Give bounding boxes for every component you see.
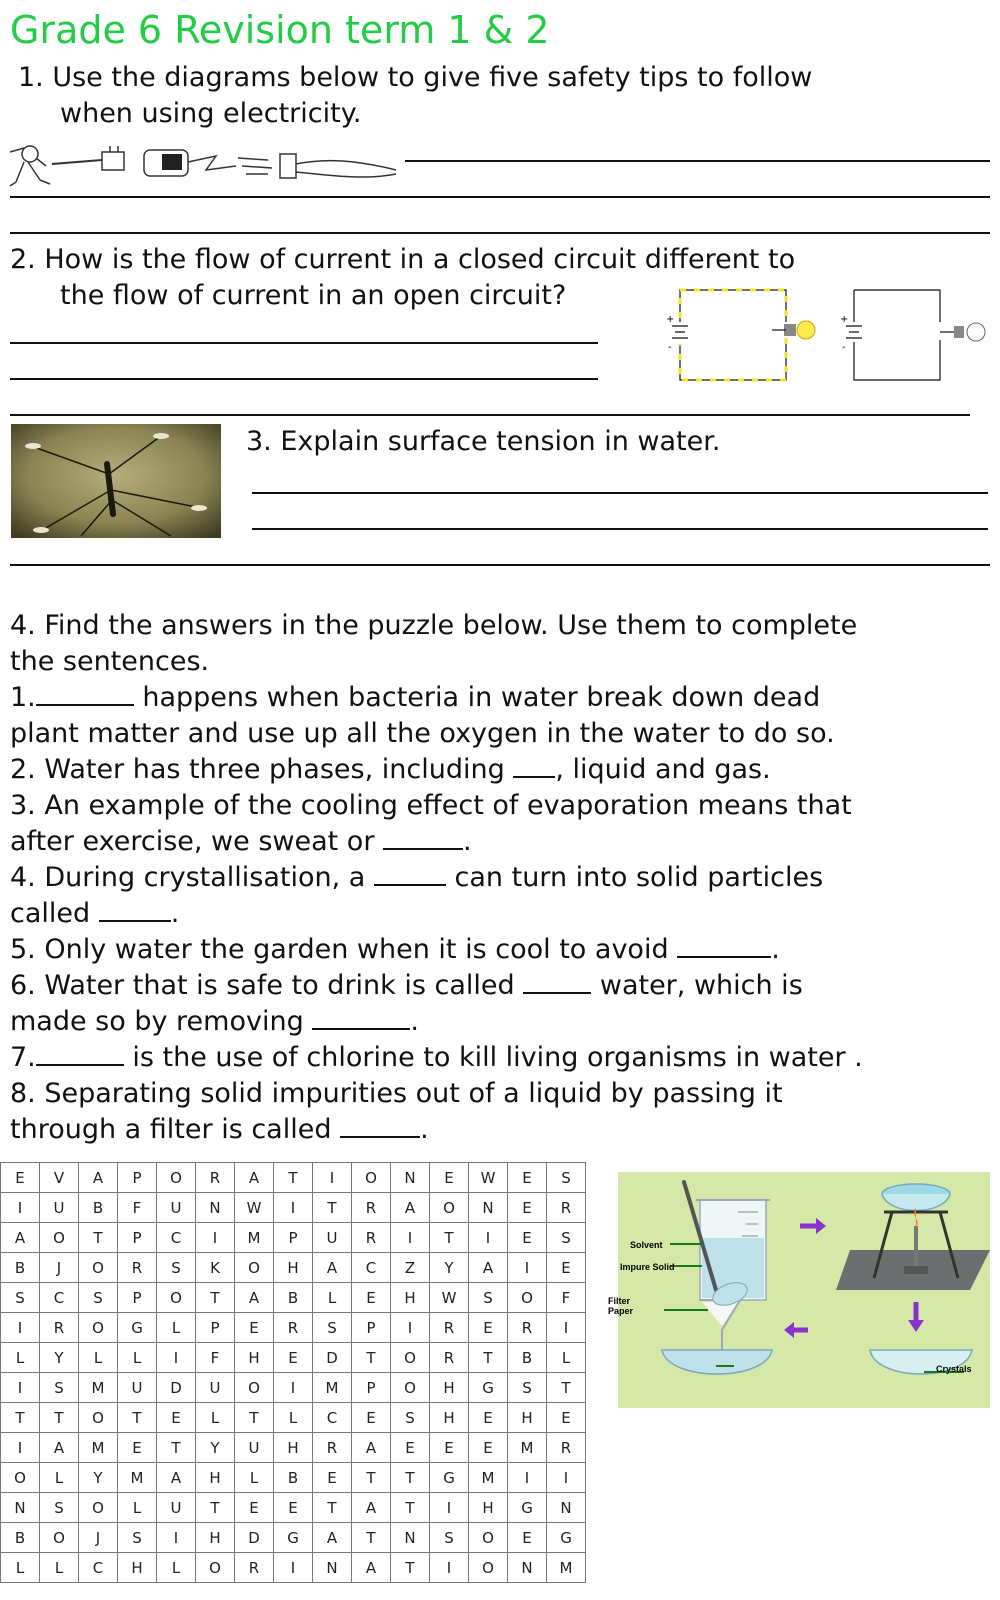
puzzle-row	[1, 1493, 586, 1523]
puzzle-cell[interactable]: O	[79, 1493, 118, 1523]
puzzle-cell[interactable]: G	[469, 1373, 508, 1403]
puzzle-cell[interactable]: T	[391, 1493, 430, 1523]
electricity-safety-illustration	[6, 140, 406, 192]
puzzle-cell[interactable]: S	[313, 1313, 352, 1343]
puzzle-cell[interactable]: K	[196, 1253, 235, 1283]
puzzle-cell[interactable]: H	[391, 1283, 430, 1313]
puzzle-cell[interactable]: R	[313, 1433, 352, 1463]
puzzle-row	[1, 1523, 586, 1553]
puzzle-cell[interactable]: L	[40, 1553, 79, 1583]
puzzle-cell[interactable]: L	[274, 1403, 313, 1433]
puzzle-cell[interactable]: N	[196, 1193, 235, 1223]
puzzle-row	[1, 1433, 586, 1463]
battery-plus-label: +	[840, 314, 849, 325]
puzzle-cell[interactable]: E	[352, 1403, 391, 1433]
puzzle-cell[interactable]: U	[313, 1223, 352, 1253]
blank-3[interactable]	[383, 826, 463, 850]
puzzle-cell[interactable]: S	[157, 1253, 196, 1283]
puzzle-cell[interactable]: T	[547, 1373, 586, 1403]
puzzle-cell[interactable]: L	[196, 1403, 235, 1433]
puzzle-cell[interactable]: I	[547, 1313, 586, 1343]
puzzle-cell[interactable]: Z	[391, 1253, 430, 1283]
puzzle-cell[interactable]: O	[391, 1373, 430, 1403]
puzzle-cell[interactable]: G	[508, 1493, 547, 1523]
puzzle-cell[interactable]: E	[235, 1313, 274, 1343]
crystallisation-diagram	[608, 1172, 990, 1408]
puzzle-cell[interactable]: E	[547, 1403, 586, 1433]
impure-solid-label: Impure Solid	[620, 1262, 675, 1272]
puzzle-cell[interactable]: R	[547, 1193, 586, 1223]
puzzle-cell[interactable]: E	[352, 1283, 391, 1313]
puzzle-cell[interactable]: G	[547, 1523, 586, 1553]
puzzle-cell[interactable]: S	[430, 1523, 469, 1553]
puzzle-cell[interactable]: C	[352, 1253, 391, 1283]
answer-line[interactable]	[252, 492, 988, 494]
puzzle-row	[1, 1253, 586, 1283]
puzzle-cell[interactable]: L	[40, 1463, 79, 1493]
puzzle-cell[interactable]: T	[196, 1283, 235, 1313]
puzzle-cell[interactable]: E	[313, 1463, 352, 1493]
puzzle-cell[interactable]: L	[118, 1493, 157, 1523]
puzzle-cell[interactable]: S	[40, 1373, 79, 1403]
puzzle-cell[interactable]: H	[469, 1493, 508, 1523]
puzzle-cell[interactable]: O	[430, 1193, 469, 1223]
battery-minus-label: -	[668, 342, 672, 353]
puzzle-cell[interactable]: T	[352, 1463, 391, 1493]
sentence-4: 4. During crystallisation, a can turn into solid particles	[10, 862, 824, 893]
puzzle-cell[interactable]: J	[40, 1253, 79, 1283]
puzzle-cell[interactable]: O	[235, 1253, 274, 1283]
puzzle-cell[interactable]: T	[352, 1523, 391, 1553]
puzzle-cell[interactable]: O	[391, 1343, 430, 1373]
puzzle-cell[interactable]: I	[1, 1373, 40, 1403]
puzzle-cell[interactable]: R	[118, 1253, 157, 1283]
puzzle-cell[interactable]: S	[508, 1373, 547, 1403]
puzzle-cell[interactable]: R	[547, 1433, 586, 1463]
sentence-5: 5. Only water the garden when it is cool to avoid .	[10, 934, 780, 965]
puzzle-cell[interactable]: H	[235, 1343, 274, 1373]
puzzle-cell[interactable]: V	[40, 1163, 79, 1193]
puzzle-cell[interactable]: I	[157, 1523, 196, 1553]
puzzle-cell[interactable]: P	[196, 1313, 235, 1343]
puzzle-cell[interactable]: G	[274, 1523, 313, 1553]
puzzle-cell[interactable]: E	[235, 1493, 274, 1523]
puzzle-cell[interactable]: E	[508, 1193, 547, 1223]
puzzle-cell[interactable]: I	[313, 1163, 352, 1193]
puzzle-cell[interactable]: R	[352, 1193, 391, 1223]
puzzle-cell[interactable]: E	[547, 1253, 586, 1283]
puzzle-cell[interactable]: U	[157, 1193, 196, 1223]
puzzle-cell[interactable]: S	[391, 1403, 430, 1433]
puzzle-cell[interactable]: O	[157, 1283, 196, 1313]
puzzle-cell[interactable]: O	[79, 1403, 118, 1433]
puzzle-cell[interactable]: O	[40, 1223, 79, 1253]
puzzle-cell[interactable]: O	[508, 1283, 547, 1313]
puzzle-cell[interactable]: I	[430, 1493, 469, 1523]
puzzle-cell[interactable]: R	[274, 1313, 313, 1343]
puzzle-cell[interactable]: T	[352, 1343, 391, 1373]
puzzle-cell[interactable]: S	[547, 1163, 586, 1193]
puzzle-cell[interactable]: L	[79, 1343, 118, 1373]
puzzle-cell[interactable]: E	[1, 1163, 40, 1193]
puzzle-cell[interactable]: O	[196, 1553, 235, 1583]
puzzle-cell[interactable]: N	[508, 1553, 547, 1583]
answer-line[interactable]	[10, 342, 598, 344]
answer-line[interactable]	[405, 160, 990, 162]
question-2-line2: the flow of current in an open circuit?	[60, 280, 567, 311]
puzzle-cell[interactable]: A	[391, 1193, 430, 1223]
puzzle-cell[interactable]: M	[313, 1373, 352, 1403]
puzzle-cell[interactable]: F	[547, 1283, 586, 1313]
puzzle-cell[interactable]: F	[196, 1343, 235, 1373]
puzzle-row	[1, 1463, 586, 1493]
puzzle-cell[interactable]: N	[391, 1163, 430, 1193]
puzzle-cell[interactable]: O	[235, 1373, 274, 1403]
answer-line[interactable]	[252, 528, 988, 530]
puzzle-cell[interactable]: U	[118, 1373, 157, 1403]
filter-paper-label-1: Filter	[608, 1296, 631, 1306]
question-3-text: 3. Explain surface tension in water.	[246, 426, 721, 457]
water-strider-photo	[11, 424, 221, 538]
puzzle-cell[interactable]: S	[1, 1283, 40, 1313]
puzzle-cell[interactable]: I	[391, 1223, 430, 1253]
puzzle-cell[interactable]: I	[508, 1463, 547, 1493]
blank-8[interactable]	[340, 1114, 420, 1138]
puzzle-cell[interactable]: U	[157, 1493, 196, 1523]
puzzle-cell[interactable]: P	[118, 1283, 157, 1313]
question-2-line1: 2. How is the flow of current in a closed circuit different to	[10, 244, 796, 275]
puzzle-cell[interactable]: B	[79, 1193, 118, 1223]
puzzle-cell[interactable]: A	[352, 1433, 391, 1463]
puzzle-row	[1, 1223, 586, 1253]
puzzle-cell[interactable]: S	[469, 1283, 508, 1313]
puzzle-cell[interactable]: L	[157, 1553, 196, 1583]
puzzle-cell[interactable]: J	[79, 1523, 118, 1553]
puzzle-cell[interactable]: H	[430, 1403, 469, 1433]
puzzle-cell[interactable]: T	[40, 1403, 79, 1433]
puzzle-cell[interactable]: R	[40, 1313, 79, 1343]
puzzle-cell[interactable]: L	[547, 1343, 586, 1373]
puzzle-cell[interactable]: E	[508, 1523, 547, 1553]
puzzle-cell[interactable]: D	[313, 1343, 352, 1373]
puzzle-cell[interactable]: E	[469, 1313, 508, 1343]
open-circuit-diagram	[830, 282, 990, 388]
answer-line[interactable]	[10, 414, 970, 416]
puzzle-cell[interactable]: T	[391, 1553, 430, 1583]
sentence-3-cont: after exercise, we sweat or .	[10, 826, 472, 857]
answer-line[interactable]	[10, 564, 990, 566]
battery-minus-label: -	[842, 342, 846, 353]
puzzle-cell[interactable]: E	[274, 1343, 313, 1373]
crystals-label: Crystals	[936, 1364, 972, 1374]
puzzle-cell[interactable]: B	[1, 1523, 40, 1553]
puzzle-cell[interactable]: T	[391, 1463, 430, 1493]
puzzle-cell[interactable]: N	[1, 1493, 40, 1523]
puzzle-cell[interactable]: I	[1, 1193, 40, 1223]
puzzle-cell[interactable]: O	[157, 1163, 196, 1193]
puzzle-cell[interactable]: A	[352, 1493, 391, 1523]
blank-5[interactable]	[677, 934, 771, 958]
puzzle-cell[interactable]: I	[508, 1253, 547, 1283]
puzzle-cell[interactable]: T	[1, 1403, 40, 1433]
puzzle-cell[interactable]: E	[391, 1433, 430, 1463]
puzzle-cell[interactable]: Y	[40, 1343, 79, 1373]
question-1-line2: when using electricity.	[60, 98, 362, 129]
blank-2[interactable]	[513, 754, 555, 778]
sentence-6: 6. Water that is safe to drink is called water, which is	[10, 970, 803, 1001]
puzzle-cell[interactable]: I	[430, 1553, 469, 1583]
puzzle-cell[interactable]: M	[118, 1463, 157, 1493]
puzzle-cell[interactable]: A	[1, 1223, 40, 1253]
puzzle-cell[interactable]: Y	[196, 1433, 235, 1463]
blank-6a[interactable]	[523, 970, 591, 994]
puzzle-cell[interactable]: N	[313, 1553, 352, 1583]
puzzle-cell[interactable]: H	[430, 1373, 469, 1403]
puzzle-cell[interactable]: N	[547, 1493, 586, 1523]
puzzle-cell[interactable]: D	[235, 1523, 274, 1553]
puzzle-cell[interactable]: E	[469, 1433, 508, 1463]
puzzle-cell[interactable]: H	[196, 1463, 235, 1493]
sentence-6-cont: made so by removing .	[10, 1006, 419, 1037]
puzzle-cell[interactable]: Y	[430, 1253, 469, 1283]
blank-6b[interactable]	[312, 1006, 410, 1030]
puzzle-cell[interactable]: A	[157, 1463, 196, 1493]
puzzle-row	[1, 1193, 586, 1223]
puzzle-cell[interactable]: T	[79, 1223, 118, 1253]
puzzle-cell[interactable]: C	[157, 1223, 196, 1253]
puzzle-cell[interactable]: H	[274, 1433, 313, 1463]
puzzle-cell[interactable]: T	[274, 1163, 313, 1193]
puzzle-cell[interactable]: E	[430, 1163, 469, 1193]
puzzle-cell[interactable]: L	[313, 1283, 352, 1313]
blank-7[interactable]	[36, 1042, 124, 1066]
sentence-2: 2. Water has three phases, including , liquid and gas.	[10, 754, 771, 785]
puzzle-cell[interactable]: T	[430, 1223, 469, 1253]
puzzle-cell[interactable]: E	[430, 1433, 469, 1463]
puzzle-cell[interactable]: L	[235, 1463, 274, 1493]
puzzle-cell[interactable]: E	[157, 1403, 196, 1433]
puzzle-cell[interactable]: A	[352, 1553, 391, 1583]
puzzle-cell[interactable]: E	[469, 1403, 508, 1433]
sentence-8-cont: through a filter is called .	[10, 1114, 429, 1145]
puzzle-cell[interactable]: M	[469, 1463, 508, 1493]
question-4-line2: the sentences.	[10, 646, 210, 677]
puzzle-cell[interactable]: G	[430, 1463, 469, 1493]
puzzle-cell[interactable]: P	[352, 1313, 391, 1343]
puzzle-row	[1, 1343, 586, 1373]
puzzle-cell[interactable]: I	[274, 1553, 313, 1583]
puzzle-cell[interactable]: B	[1, 1253, 40, 1283]
puzzle-cell[interactable]: R	[430, 1313, 469, 1343]
sentence-1-cont: plant matter and use up all the oxygen in the water to do so.	[10, 718, 835, 749]
puzzle-cell[interactable]: I	[274, 1373, 313, 1403]
puzzle-cell[interactable]: R	[352, 1223, 391, 1253]
word-search-grid	[0, 1162, 586, 1583]
puzzle-cell[interactable]: A	[40, 1433, 79, 1463]
puzzle-cell[interactable]: H	[118, 1553, 157, 1583]
puzzle-cell[interactable]: I	[469, 1223, 508, 1253]
puzzle-cell[interactable]: C	[40, 1283, 79, 1313]
puzzle-cell[interactable]: W	[235, 1193, 274, 1223]
puzzle-row	[1, 1313, 586, 1343]
puzzle-row	[1, 1283, 586, 1313]
puzzle-cell[interactable]: G	[118, 1313, 157, 1343]
puzzle-cell[interactable]: T	[235, 1403, 274, 1433]
sentence-1: 1. happens when bacteria in water break down dead	[10, 682, 821, 713]
puzzle-cell[interactable]: I	[1, 1313, 40, 1343]
puzzle-cell[interactable]: M	[508, 1433, 547, 1463]
puzzle-cell[interactable]: I	[157, 1343, 196, 1373]
puzzle-cell[interactable]: R	[196, 1163, 235, 1193]
puzzle-cell[interactable]: O	[40, 1523, 79, 1553]
puzzle-cell[interactable]: L	[157, 1313, 196, 1343]
sentence-4-cont: called .	[10, 898, 180, 929]
puzzle-cell[interactable]: U	[235, 1433, 274, 1463]
blank-4b[interactable]	[99, 898, 171, 922]
puzzle-cell[interactable]: I	[391, 1313, 430, 1343]
puzzle-cell[interactable]: E	[508, 1223, 547, 1253]
sentence-8: 8. Separating solid impurities out of a liquid by passing it	[10, 1078, 783, 1109]
puzzle-cell[interactable]: C	[313, 1403, 352, 1433]
puzzle-cell[interactable]: L	[118, 1343, 157, 1373]
answer-line[interactable]	[10, 378, 598, 380]
puzzle-cell[interactable]: W	[469, 1163, 508, 1193]
puzzle-cell[interactable]: B	[508, 1343, 547, 1373]
puzzle-cell[interactable]: L	[1, 1553, 40, 1583]
puzzle-cell[interactable]: E	[508, 1163, 547, 1193]
puzzle-cell[interactable]: P	[118, 1163, 157, 1193]
puzzle-cell[interactable]: I	[274, 1193, 313, 1223]
puzzle-cell[interactable]: O	[352, 1163, 391, 1193]
puzzle-cell[interactable]: N	[391, 1523, 430, 1553]
puzzle-cell[interactable]: U	[40, 1193, 79, 1223]
puzzle-cell[interactable]: H	[274, 1253, 313, 1283]
puzzle-cell[interactable]: R	[235, 1553, 274, 1583]
puzzle-cell[interactable]: B	[274, 1283, 313, 1313]
page-title: Grade 6 Revision term 1 & 2	[10, 8, 550, 52]
solvent-label: Solvent	[630, 1240, 663, 1250]
puzzle-cell[interactable]: T	[469, 1343, 508, 1373]
closed-circuit-diagram	[660, 282, 820, 388]
question-1-line1: 1. Use the diagrams below to give five safety tips to follow	[18, 62, 813, 93]
puzzle-cell[interactable]: I	[547, 1463, 586, 1493]
puzzle-cell[interactable]: T	[196, 1493, 235, 1523]
puzzle-cell[interactable]: O	[469, 1523, 508, 1553]
puzzle-cell[interactable]: I	[196, 1223, 235, 1253]
puzzle-cell[interactable]: P	[118, 1223, 157, 1253]
puzzle-cell[interactable]: N	[469, 1193, 508, 1223]
puzzle-cell[interactable]: I	[1, 1433, 40, 1463]
puzzle-cell[interactable]: L	[1, 1343, 40, 1373]
puzzle-cell[interactable]: Y	[79, 1463, 118, 1493]
puzzle-cell[interactable]: T	[313, 1193, 352, 1223]
filter-paper-label-2: Paper	[608, 1306, 634, 1316]
puzzle-cell[interactable]: S	[118, 1523, 157, 1553]
answer-line[interactable]	[10, 196, 990, 198]
puzzle-cell[interactable]: O	[79, 1313, 118, 1343]
puzzle-cell[interactable]: E	[118, 1433, 157, 1463]
puzzle-cell[interactable]: P	[274, 1223, 313, 1253]
blank-1[interactable]	[36, 682, 134, 706]
puzzle-cell[interactable]: O	[469, 1553, 508, 1583]
blank-4a[interactable]	[374, 862, 446, 886]
puzzle-cell[interactable]: O	[1, 1463, 40, 1493]
answer-line[interactable]	[10, 232, 990, 234]
puzzle-cell[interactable]: S	[547, 1223, 586, 1253]
sentence-7: 7. is the use of chlorine to kill living organisms in water .	[10, 1042, 863, 1073]
puzzle-cell[interactable]: R	[430, 1343, 469, 1373]
puzzle-cell[interactable]: A	[235, 1163, 274, 1193]
puzzle-cell[interactable]: O	[79, 1253, 118, 1283]
puzzle-row	[1, 1403, 586, 1433]
puzzle-cell[interactable]: P	[352, 1373, 391, 1403]
puzzle-cell[interactable]: A	[313, 1253, 352, 1283]
puzzle-cell[interactable]: M	[79, 1373, 118, 1403]
puzzle-row	[1, 1553, 586, 1583]
puzzle-row	[1, 1373, 586, 1403]
puzzle-cell[interactable]: A	[79, 1163, 118, 1193]
puzzle-cell[interactable]: M	[547, 1553, 586, 1583]
puzzle-cell[interactable]: M	[79, 1433, 118, 1463]
puzzle-cell[interactable]: T	[157, 1433, 196, 1463]
puzzle-cell[interactable]: D	[157, 1373, 196, 1403]
battery-plus-label: +	[666, 314, 675, 325]
puzzle-cell[interactable]: T	[118, 1403, 157, 1433]
puzzle-cell[interactable]: T	[313, 1493, 352, 1523]
puzzle-cell[interactable]: C	[79, 1553, 118, 1583]
puzzle-cell[interactable]: A	[235, 1283, 274, 1313]
puzzle-cell[interactable]: H	[508, 1403, 547, 1433]
puzzle-cell[interactable]: U	[196, 1373, 235, 1403]
sentence-3: 3. An example of the cooling effect of evaporation means that	[10, 790, 852, 821]
puzzle-cell[interactable]: R	[508, 1313, 547, 1343]
puzzle-cell[interactable]: F	[118, 1193, 157, 1223]
puzzle-cell[interactable]: H	[196, 1523, 235, 1553]
puzzle-cell[interactable]: A	[313, 1523, 352, 1553]
puzzle-cell[interactable]: B	[274, 1463, 313, 1493]
puzzle-cell[interactable]: E	[274, 1493, 313, 1523]
puzzle-row	[1, 1163, 586, 1193]
puzzle-cell[interactable]: S	[40, 1493, 79, 1523]
question-4-line1: 4. Find the answers in the puzzle below. Use them to complete	[10, 610, 858, 641]
puzzle-cell[interactable]: S	[79, 1283, 118, 1313]
puzzle-cell[interactable]: W	[430, 1283, 469, 1313]
puzzle-cell[interactable]: A	[469, 1253, 508, 1283]
puzzle-cell[interactable]: M	[235, 1223, 274, 1253]
